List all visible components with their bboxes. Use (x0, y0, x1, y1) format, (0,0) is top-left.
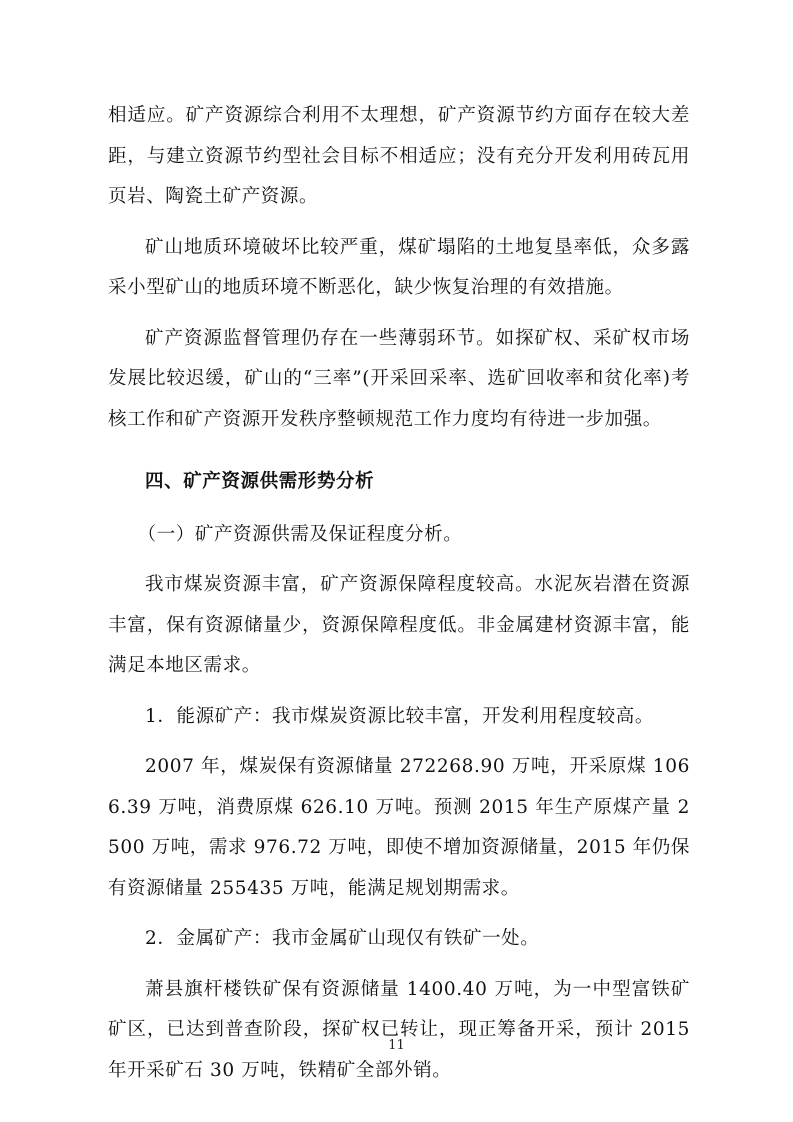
paragraph-coal-figures: 2007 年，煤炭保有资源储量 272268.90 万吨，开采原煤 1066.39 万吨，消费原煤 626.10 万吨。预测 2015 年生产原煤产量 2500 万吨，需求 976.72 万吨，即使不增加资源储量，2015 年仍保有资源储量 255435 万吨，能满足规划期需求。 (108, 756, 690, 899)
paragraph-continuation: 相适应。矿产资源综合利用不太理想，矿产资源节约方面存在较大差距，与建立资源节约型社会目标不相适应；没有充分开发利用砖瓦用页岩、陶瓷土矿产资源。 (108, 105, 690, 207)
list-item-energy: 1．能源矿产：我市煤炭资源比较丰富，开发利用程度较高。 (145, 705, 654, 727)
paragraph-supervision: 矿产资源监督管理仍存在一些薄弱环节。如探矿权、采矿权市场发展比较迟缓，矿山的“三率”(开采回采率、选矿回收率和贫化率)考核工作和矿产资源开发秩序整顿规范工作力度均有待进一步加强。 (108, 327, 690, 430)
list-item-metal: 2．金属矿产：我市金属矿山现仅有铁矿一处。 (145, 928, 540, 949)
section-heading: 四、矿产资源供需形势分析 (145, 471, 375, 492)
paragraph-supply-overview: 我市煤炭资源丰富，矿产资源保障程度较高。水泥灰岩潜在资源丰富，保有资源储量少，资源保障程度低。非金属建材资源丰富，能满足本地区需求。 (108, 574, 690, 676)
paragraph-iron-mine: 萧县旗杆楼铁矿保有资源储量 1400.40 万吨，为一中型富铁矿矿区，已达到普查阶段，探矿权已转让，现正筹备开采，预计 2015 年开采矿石 30 万吨，铁精矿全部外销。 (108, 978, 690, 1081)
page-number: 11 (388, 1038, 405, 1053)
page-body (108, 96, 690, 1091)
subsection-heading: （一）矿产资源供需及保证程度分析。 (137, 523, 463, 545)
paragraph-geologic-environment: 矿山地质环境破坏比较严重，煤矿塌陷的土地复垦率低，众多露采小型矿山的地质环境不断恶化，缺少恢复治理的有效措施。 (108, 236, 690, 298)
